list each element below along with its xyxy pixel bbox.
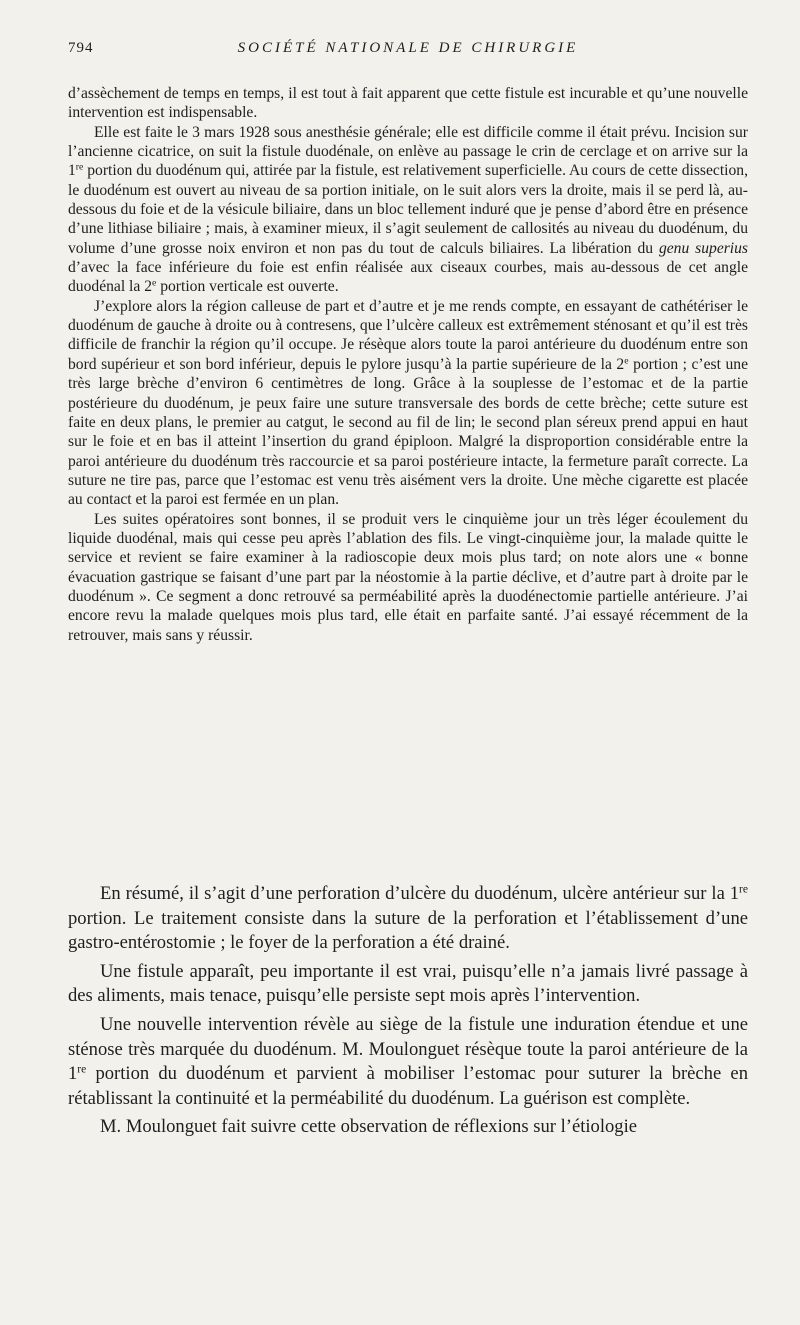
paragraph: M. Moulonguet fait suivre cette observation de réflexions sur l’étiologie	[100, 1116, 638, 1138]
summary-text	[68, 882, 748, 1144]
page-number: 794	[68, 40, 94, 56]
paragraph: En résumé, il s’agit d’une perforation d’ulcère du duodénum, ulcère antérieur sur la 1re portion. Le traitement consiste dans la suture de la perforation et l’établissement d’une gastro-entérostomie ; le foyer de la perforation a été drainé.	[68, 883, 748, 954]
paragraph: Une fistule apparaît, peu importante il est vrai, puisqu’elle n’a jamais livré passage à des aliments, mais tenace, puisqu’elle persiste sept mois après l’intervention.	[68, 960, 748, 1007]
paragraph: J’explore alors la région calleuse de part et d’autre et je me rends compte, en essayant de cathétériser le duodénum de gauche à droite ou à contresens, que l’ulcère calleux est extrêmement sténosant et qu’il est très difficile de franchir la région qu’il occupe. Je résèque alors toute la paroi antérieure du duodénum entre son bord supérieur et son bord inférieur, depuis le pylore jusqu’à la partie supérieure de la 2e portion ; c’est une très large brèche d’environ 6 centimètres de long. Grâce à la souplesse de l’estomac et de la partie postérieure du duodénum, je peux faire une suture transversale des bords de cette brèche; cette suture est faite en deux plans, le premier au catgut, le second au fil de lin; le second plan séreux prend appui en haut sur le foie et en bas il atteint l’insertion du grand épiploon. Malgré la disproportion considérable entre la paroi antérieure du duodénum très raccourcie et sa paroi postérieure intacte, la fermeture paraît correcte. La suture ne tire pas, parce que l’estomac est venu très aisément vers la droite. Une mèche cigarette est placée au contact et la paroi est fermée en un plan.	[68, 297, 748, 509]
latin-term: genu superius	[658, 239, 749, 257]
running-title: SOCIÉTÉ NATIONALE DE CHIRURGIE	[237, 40, 579, 56]
paragraph: Les suites opératoires sont bonnes, il se produit vers le cinquième jour un très léger écoulement du liquide duodénal, mais qui cesse peu après l’ablation des fils. Le vingt-cinquième jour, la malade quitte le service et revient se faire examiner à la radioscopie deux mois plus tard; on note alors une « bonne évacuation gastrique se faisant d’une part par la néostomie à la partie déclive, et d’autre part à droite par le duodénum ». Ce segment a donc retrouvé sa perméabilité après la duodénectomie partielle antérieure. J’ai encore revu la malade quelques mois plus tard, elle était en parfaite santé. J’ai essayé récemment de la retrouver, mais sans y réussir.	[68, 510, 748, 644]
observation-text	[68, 84, 748, 645]
paragraph: d’assèchement de temps en temps, il est tout à fait apparent que cette fistule est incurable et qu’une nouvelle intervention est indispensable.	[68, 85, 748, 122]
paragraph: Une nouvelle intervention révèle au siège de la fistule une induration étendue et une sténose très marquée du duodénum. M. Moulonguet résèque toute la paroi antérieure de la 1re portion du duodénum et parvient à mobiliser l’estomac pour suturer la brèche en rétablissant la continuité et la perméabilité du duodénum. La guérison est complète.	[68, 1013, 748, 1109]
paragraph: Elle est faite le 3 mars 1928 sous anesthésie générale; elle est difficile comme il était prévu. Incision sur l’ancienne cicatrice, on suit la fistule duodénale, on enlève au passage le crin de cerclage et on arrive sur la 1re portion du duodénum qui, attirée par la fistule, est relativement superficielle. Au cours de cette dissection, le duodénum est ouvert au niveau de sa portion initiale, on le suit alors vers la droite, mais il se perd là, au-dessous du foie et de la vésicule biliaire, dans un bloc tellement induré que je pense d’abord être en présence d’une lithiase biliaire ; mais, à examiner mieux, il s’agit seulement de callosités au niveau du duodénum, du volume d’une grosse noix environ et non pas du tout de calculs biliaires. La libération du genu superius d’avec la face inférieure du foie est enfin réalisée aux ciseaux courbes, mais au-dessous de cet angle duodénal la 2e portion verticale est ouverte.	[68, 123, 749, 296]
running-header	[68, 40, 748, 64]
